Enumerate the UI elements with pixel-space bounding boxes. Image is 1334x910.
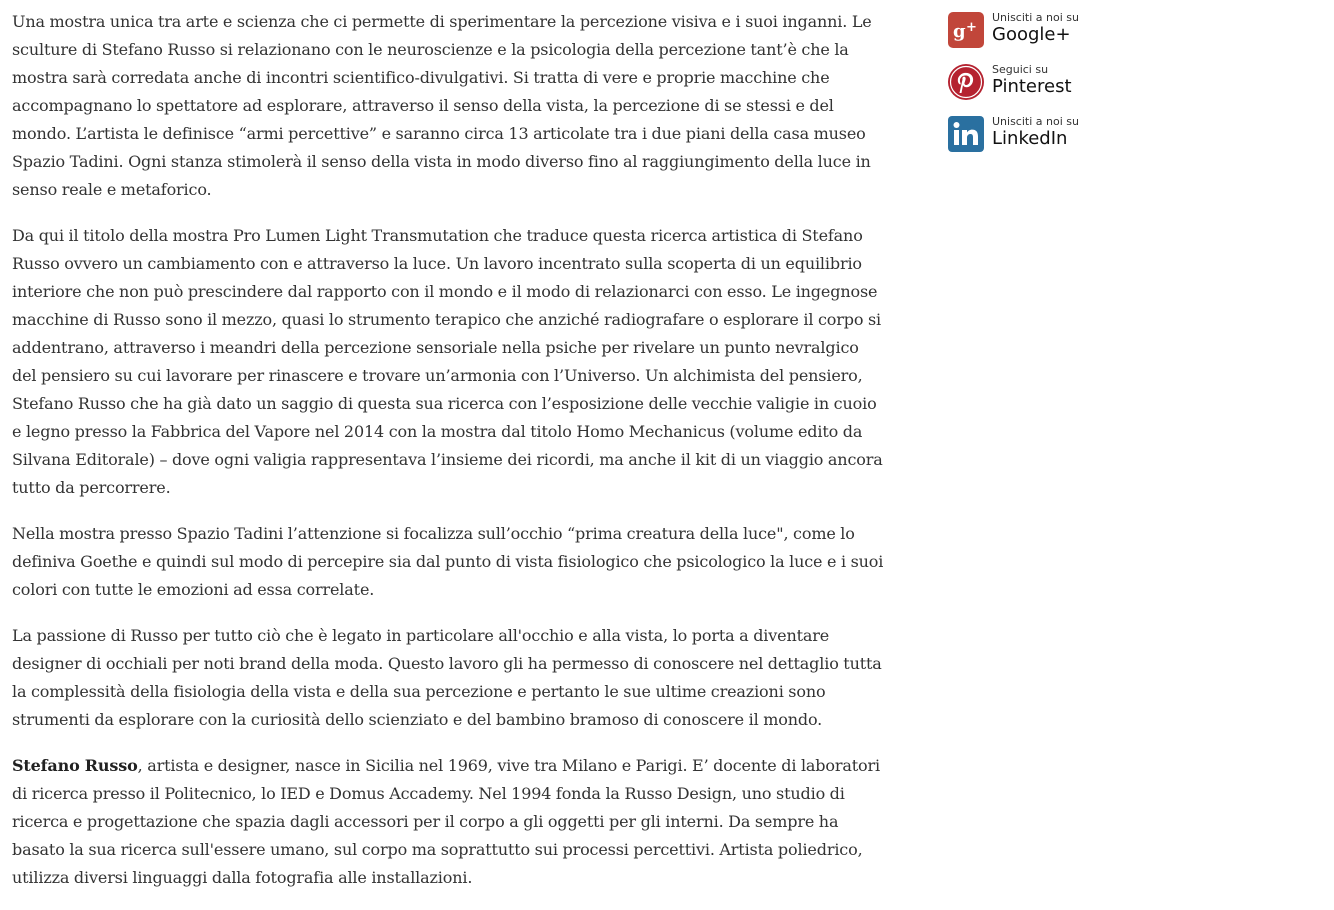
pinterest-caption: Seguici su (992, 63, 1049, 76)
artist-bio: , artista e designer, nasce in Sicilia nel 1969, vive tra Milano e Parigi. E’ docente di laboratori di ricerca presso il Politecnico, lo IED e Domus Accademy. Nel 1994 fonda la Russo Design, uno studio di ricerca e progettazione che spazia dagli accessori per il corpo a gli oggetti per gli interni. Da sempre ha basato la sua ricerca sull'essere umano, sul corpo ma soprattutto sui processi percettivi. Artista poliedrico, utilizza diversi linguaggi dalla fotografia alle installazioni. (12, 756, 880, 887)
pinterest-link[interactable] (948, 62, 1168, 114)
linkedin-title: LinkedIn (992, 128, 1068, 149)
article-paragraph-5 (12, 752, 884, 892)
linkedin-caption: Unisciti a noi su (992, 115, 1079, 128)
google-plus-icon (948, 12, 984, 48)
svg-text:g: g (953, 21, 966, 42)
article-paragraph-1: Una mostra unica tra arte e scienza che ci permette di sperimentare la percezione visiva e i suoi inganni. Le sculture di Stefano Russo si relazionano con le neuroscienze e la psicologia della percezione tant’è che la mostra sarà corredata anche di incontri scientifico-divulgativi. Si tratta di vere e proprie macchine che accompagnano lo spettatore ad esplorare, attraverso il senso della vista, la percezione di se stessi e del mondo. L’artista le definisce “armi percettive” e saranno circa 13 articolate tra i due piani della casa museo Spazio Tadini. Ogni stanza stimolerà il senso della vista in modo diverso fino al raggiungimento della luce in senso reale e metaforico. (12, 12, 872, 199)
svg-text:+: + (966, 20, 977, 35)
google-plus-link[interactable] (948, 10, 1168, 62)
article-paragraph-2: Da qui il titolo della mostra Pro Lumen Light Transmutation che traduce questa ricerca artistica di Stefano Russo ovvero un cambiamento con e attraverso la luce. Un lavoro incentrato sulla scoperta di un equilibrio interiore che non può prescindere dal rapporto con il mondo e il modo di relazionarci con esso. Le ingegnose macchine di Russo sono il mezzo, quasi lo strumento terapico che anziché radiografare o esplorare il corpo si addentrano, attraverso i meandri della percezione sensoriale nella psiche per rivelare un punto nevralgico del pensiero su cui lavorare per rinascere e trovare un’armonia con l’Universo. Un alchimista del pensiero, Stefano Russo che ha già dato un saggio di questa sua ricerca con l’esposizione delle vecchie valigie in cuoio e legno presso la Fabbrica del Vapore nel 2014 con la mostra dal titolo Homo Mechanicus (volume edito da Silvana Editorale) – dove ogni valigia rappresentava l’insieme dei ricordi, ma anche il kit di un viaggio ancora tutto da percorrere. (12, 226, 883, 497)
pinterest-title: Pinterest (992, 76, 1072, 97)
article-paragraph-3: Nella mostra presso Spazio Tadini l’attenzione si focalizza sull’occhio “prima creatura della luce", come lo definiva Goethe e quindi sul modo di percepire sia dal punto di vista fisiologico che psicologico la luce e i suoi colori con tutte le emozioni ad essa correlate. (12, 524, 884, 599)
google-plus-title: Google+ (992, 24, 1071, 45)
article-body (12, 8, 884, 910)
linkedin-link[interactable] (948, 114, 1168, 166)
artist-name: Stefano Russo (12, 756, 138, 775)
article-paragraph-4: La passione di Russo per tutto ciò che è legato in particolare all'occhio e alla vista, lo porta a diventare designer di occhiali per noti brand della moda. Questo lavoro gli ha permesso di conoscere nel dettaglio tutta la complessità della fisiologia della vista e della sua percezione e pertanto le sue ultime creazioni sono strumenti da esplorare con la curiosità dello scienziato e del bambino bramoso di conoscere il mondo. (12, 626, 882, 729)
pinterest-icon (948, 64, 984, 100)
social-sidebar (948, 10, 1168, 166)
google-plus-caption: Unisciti a noi su (992, 11, 1079, 24)
linkedin-icon (948, 116, 984, 152)
